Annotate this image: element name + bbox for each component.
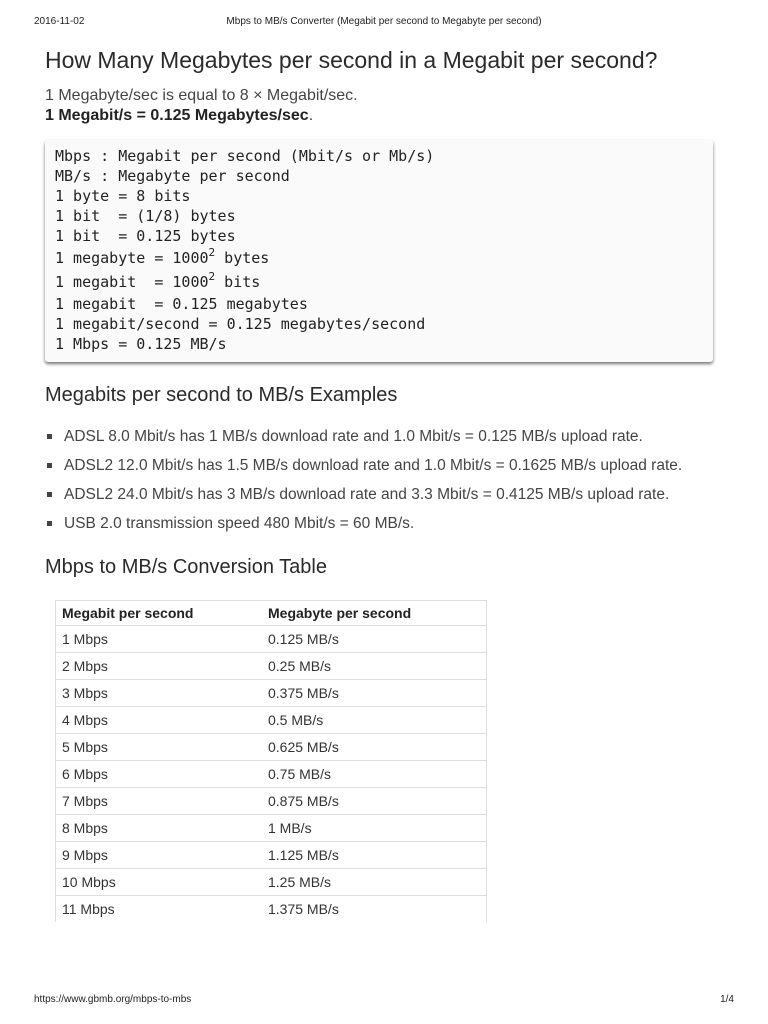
list-item [45,451,725,480]
examples-heading: Megabits per second to MB/s Examples [45,384,398,406]
list-item-text: USB 2.0 transmission speed 480 Mbit/s = 60 MB/s. [64,515,415,532]
column-header: Megabyte per second [262,601,487,626]
table-row [56,680,487,707]
table-cell: 1.25 MB/s [262,869,487,896]
page-url: https://www.gbmb.org/mbps-to-mbs [34,994,192,1005]
code-text: 1 megabyte = 1000 [55,249,209,267]
page-number: 1/4 [720,994,734,1005]
table-cell: 8 Mbps [56,815,263,842]
intro-period: . [308,107,314,124]
table-row [56,626,487,653]
table-row [56,707,487,734]
table-cell: 7 Mbps [56,788,263,815]
code-line: 1 Mbps = 0.125 MB/s [55,335,227,353]
page-content [45,44,725,922]
code-text: 1 megabit = 1000 [55,273,209,291]
table-cell: 2 Mbps [56,653,263,680]
table-cell: 0.125 MB/s [262,626,487,653]
code-line: 1 megabit/second = 0.125 megabytes/second [55,315,426,333]
print-header [34,16,734,27]
table-cell: 1.125 MB/s [262,842,487,869]
bullet-icon [47,521,52,526]
table-cell: 0.625 MB/s [262,734,487,761]
table-row [56,788,487,815]
table-cell: 0.25 MB/s [262,653,487,680]
list-item [45,509,725,538]
conversion-table-wrap [55,600,487,922]
code-line: 1 bit = (1/8) bytes [55,207,236,225]
table-cell: 9 Mbps [56,842,263,869]
superscript: 2 [208,246,216,259]
intro-line-1: 1 Megabyte/sec is equal to 8 × Megabit/sec. [45,87,358,104]
table-row [56,815,487,842]
table-cell: 0.875 MB/s [262,788,487,815]
code-line: 1 megabit = 0.125 megabytes [55,295,308,313]
code-text: bits [215,273,261,291]
table-cell: 11 Mbps [56,896,263,923]
code-line [55,246,703,270]
table-row [56,653,487,680]
table-row [56,842,487,869]
table-cell: 10 Mbps [56,869,263,896]
table-cell: 0.375 MB/s [262,680,487,707]
table-cell: 1 MB/s [262,815,487,842]
table-row [56,896,487,923]
page-title: How Many Megabytes per second in a Megabit per second? [45,47,658,73]
definitions-code-box [45,140,713,362]
table-cell: 1 Mbps [56,626,263,653]
examples-list [45,422,725,538]
list-item-text: ADSL 8.0 Mbit/s has 1 MB/s download rate and 1.0 Mbit/s = 0.125 MB/s upload rate. [64,428,643,445]
table-cell: 0.75 MB/s [262,761,487,788]
table-row [56,869,487,896]
code-line: 1 byte = 8 bits [55,187,191,205]
table-cell: 4 Mbps [56,707,263,734]
table-cell: 1.375 MB/s [262,896,487,923]
table-cell: 0.5 MB/s [262,707,487,734]
bullet-icon [47,492,52,497]
bullet-icon [47,434,52,439]
intro-formula: 1 Megabit/s = 0.125 Megabytes/sec [45,107,309,124]
list-item [45,422,725,451]
conversion-table [55,600,487,922]
column-header: Megabit per second [56,601,263,626]
list-item-text: ADSL2 12.0 Mbit/s has 1.5 MB/s download rate and 1.0 Mbit/s = 0.1625 MB/s upload rate. [64,457,683,474]
table-cell: 3 Mbps [56,680,263,707]
code-line: Mbps : Megabit per second (Mbit/s or Mb/s) [55,147,435,165]
code-text: bytes [215,249,270,267]
code-line: MB/s : Megabyte per second [55,167,290,185]
code-line [55,270,703,294]
superscript: 2 [208,270,216,283]
table-heading: Mbps to MB/s Conversion Table [45,556,327,578]
table-cell: 5 Mbps [56,734,263,761]
print-date: 2016-11-02 [34,16,85,27]
list-item-text: ADSL2 24.0 Mbit/s has 3 MB/s download rate and 3.3 Mbit/s = 0.4125 MB/s upload rate. [64,486,670,503]
list-item [45,480,725,509]
bullet-icon [47,463,52,468]
code-line: 1 bit = 0.125 bytes [55,227,236,245]
print-footer [34,994,734,1005]
print-title: Mbps to MB/s Converter (Megabit per second to Megabyte per second) [226,16,542,27]
table-cell: 6 Mbps [56,761,263,788]
table-row [56,761,487,788]
table-row [56,734,487,761]
table-header-row [56,601,487,626]
intro-line-2 [45,106,725,126]
intro [45,86,725,126]
